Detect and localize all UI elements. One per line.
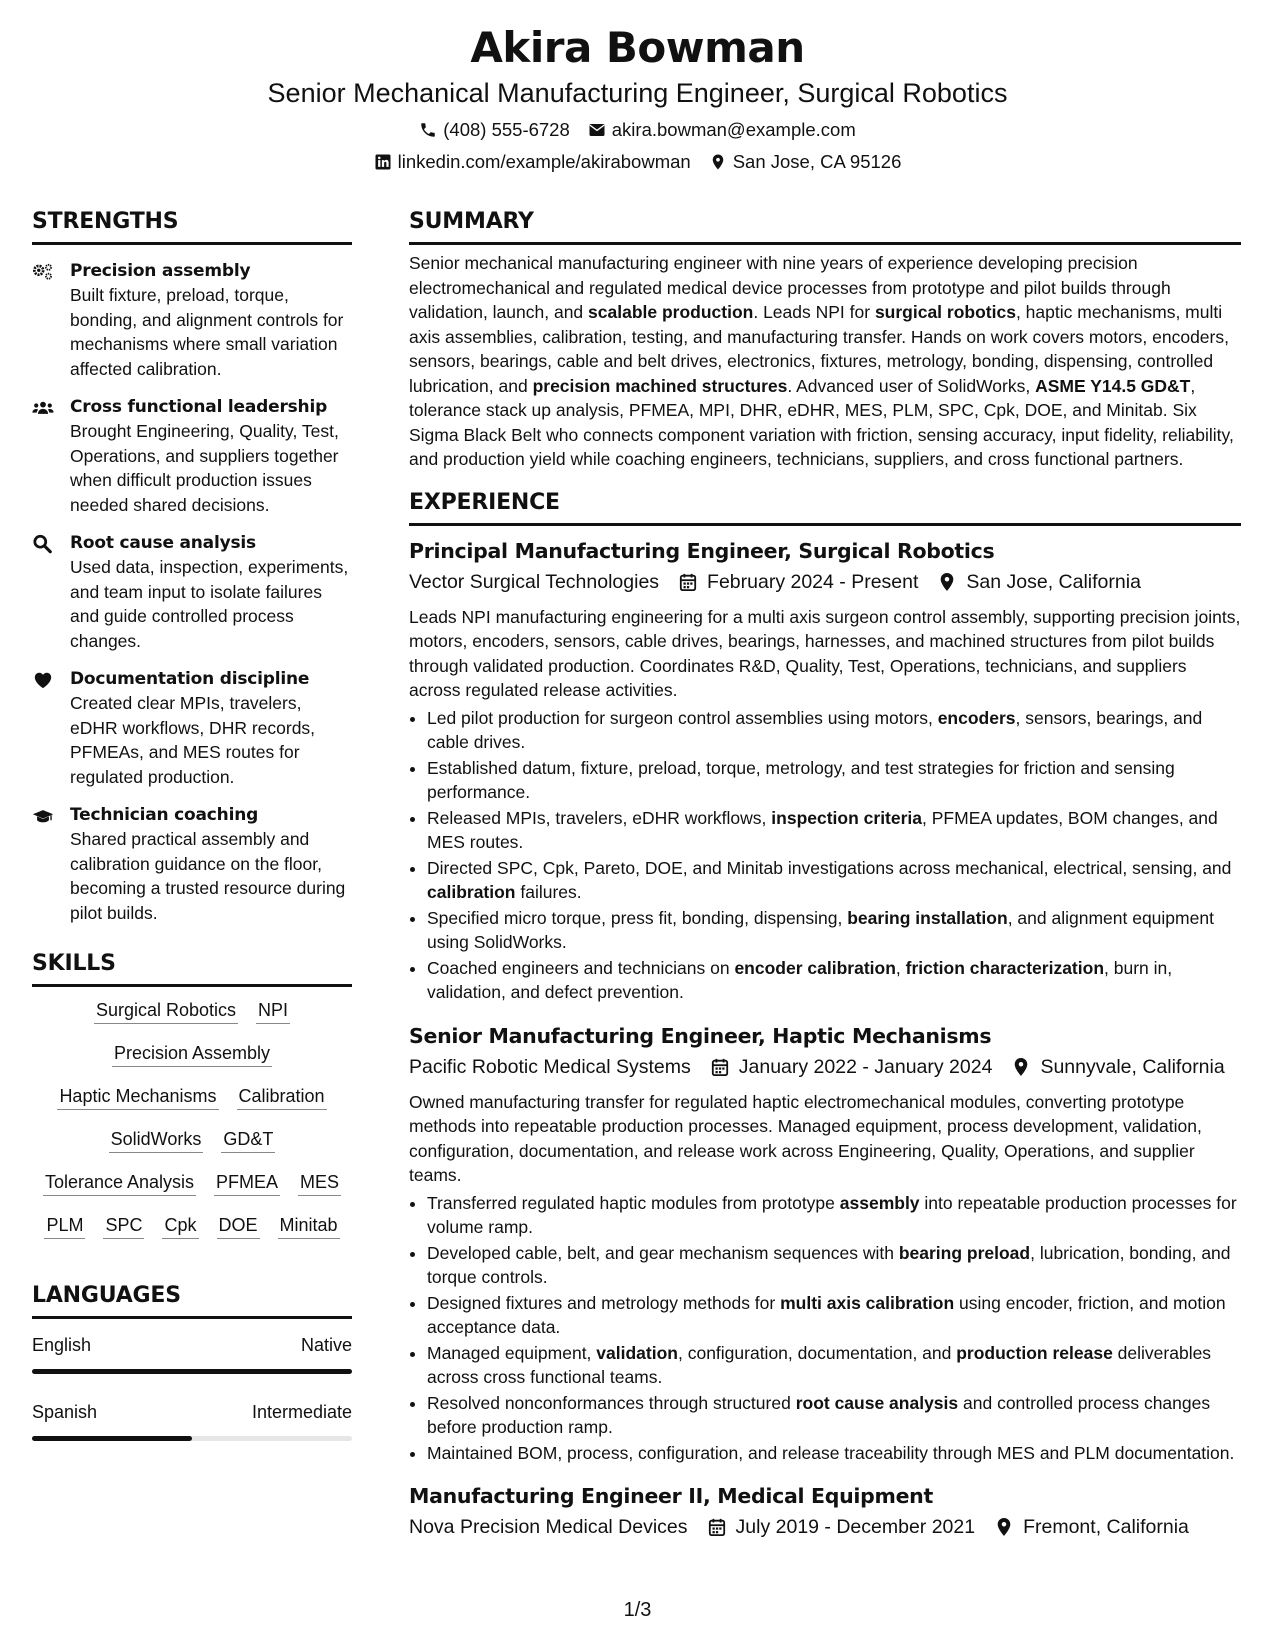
summary-heading: SUMMARY xyxy=(409,205,1241,245)
bullet-item xyxy=(427,1341,1241,1390)
job-meta xyxy=(409,567,1241,597)
job-entry xyxy=(409,1021,1241,1466)
bold-text: encoders xyxy=(937,707,1016,728)
text-run: Developed cable, belt, and gear mechanism sequences with xyxy=(427,1242,899,1263)
text-run: , lubrication, bonding, and torque controls. xyxy=(427,1242,1231,1287)
strength-desc: Brought Engineering, Quality, Test, Operations, and suppliers together when difficult production issues needed shared decisions. xyxy=(70,421,339,515)
right-column xyxy=(409,205,1241,1542)
bullet-item xyxy=(427,1291,1241,1340)
skill-tag: Precision Assembly xyxy=(112,1040,272,1067)
skill-tag: Surgical Robotics xyxy=(94,997,238,1024)
location-contact xyxy=(709,150,902,174)
language-item xyxy=(32,1333,352,1374)
text-run: failures. xyxy=(515,882,582,902)
text-run: , haptic mechanisms, multi axis assemblies, calibration, testing, and manufacturing transfer. Hands on work covers motors, encoders, sensors, bearings, cable and belt drives, electronics, fixtures, metrology, bonding, dispensing, controlled lubrication, and xyxy=(409,302,1229,396)
search-icon xyxy=(32,534,54,554)
linkedin-icon xyxy=(374,153,392,171)
skill-tag: PLM xyxy=(44,1212,85,1239)
language-bar-fill xyxy=(32,1436,192,1441)
bold-text: inspection criteria xyxy=(771,807,923,828)
job-bullets xyxy=(409,706,1241,1005)
language-bar xyxy=(32,1436,352,1441)
bullet-item xyxy=(427,1391,1241,1440)
strength-title: Precision assembly xyxy=(70,261,251,281)
bullet-item xyxy=(427,706,1241,755)
bold-text: validation xyxy=(596,1342,678,1363)
job-dates: July 2019 - December 2021 xyxy=(735,1516,976,1538)
phone-icon xyxy=(419,121,437,139)
strength-item xyxy=(32,803,352,925)
bold-text: production release xyxy=(956,1342,1113,1363)
text-run: , sensors, bearings, and cable drives. xyxy=(427,707,1203,752)
text-run: Managed equipment, xyxy=(427,1342,597,1363)
text-run: and controlled process changes before production ramp. xyxy=(427,1392,1211,1437)
calendar-icon xyxy=(679,572,697,592)
skills-heading: SKILLS xyxy=(32,947,352,987)
text-run: Released MPIs, travelers, eDHR workflows, xyxy=(427,807,772,828)
language-bar xyxy=(32,1369,352,1374)
strength-title: Documentation discipline xyxy=(70,669,310,689)
contact-row-1 xyxy=(0,118,1275,142)
bold-text: bearing preload xyxy=(898,1242,1031,1263)
text-run: , PFMEA updates, BOM changes, and MES routes. xyxy=(427,807,1218,852)
text-run: into repeatable production processes for volume ramp. xyxy=(427,1192,1237,1237)
strength-item xyxy=(32,395,352,517)
job-meta xyxy=(409,1512,1241,1542)
language-bar-fill xyxy=(32,1369,352,1374)
text-run: . Leads NPI for xyxy=(753,302,875,322)
skill-row xyxy=(32,1169,352,1196)
skill-tag: Haptic Mechanisms xyxy=(57,1083,218,1110)
strength-item xyxy=(32,259,352,381)
text-run: Directed SPC, Cpk, Pareto, DOE, and Minitab investigations across mechanical, electrical, sensing, and xyxy=(427,857,1232,878)
skill-tag: Tolerance Analysis xyxy=(43,1169,196,1196)
bullet-item xyxy=(427,906,1241,955)
phone-text: (408) 555-6728 xyxy=(443,119,570,140)
phone-contact[interactable] xyxy=(419,118,570,142)
job-title: Manufacturing Engineer II, Medical Equipment xyxy=(409,1484,933,1508)
bullet-item xyxy=(427,856,1241,905)
skill-tag: Cpk xyxy=(162,1212,198,1239)
text-run: Designed fixtures and metrology methods for xyxy=(427,1292,781,1313)
job-title: Principal Manufacturing Engineer, Surgical Robotics xyxy=(409,538,995,563)
text-run: Maintained BOM, process, configuration, and release traceability through MES and PLM documentation. xyxy=(427,1442,1235,1463)
skill-row xyxy=(32,1212,352,1239)
strength-desc: Shared practical assembly and calibration guidance on the floor, becoming a trusted resource during pilot builds. xyxy=(70,829,346,923)
skill-row xyxy=(32,997,352,1024)
text-run: Resolved nonconformances through structured xyxy=(427,1392,796,1413)
languages-section xyxy=(32,1279,352,1441)
strength-desc: Built fixture, preload, torque, bonding, and alignment controls for mechanisms where small variation affected calibration. xyxy=(70,285,344,379)
page-number: 1/3 xyxy=(623,1599,652,1621)
skill-row xyxy=(32,1040,352,1067)
strength-desc: Used data, inspection, experiments, and team input to isolate failures and guide controlled process changes. xyxy=(70,557,349,651)
text-run: using encoder, friction, and motion acceptance data. xyxy=(427,1292,1226,1337)
bullet-item xyxy=(427,806,1241,855)
text-run: , xyxy=(895,957,906,978)
strength-desc: Created clear MPIs, travelers, eDHR workflows, DHR records, PFMEAs, and MES routes for regulated production. xyxy=(70,693,316,787)
job-company: Nova Precision Medical Devices xyxy=(409,1516,688,1538)
skill-row xyxy=(32,1126,352,1153)
language-name: Spanish xyxy=(32,1402,98,1422)
job-company: Pacific Robotic Medical Systems xyxy=(409,1055,691,1078)
bold-text: assembly xyxy=(839,1192,920,1213)
bold-text: friction characterization xyxy=(905,957,1105,978)
bold-text: precision machined structures xyxy=(532,375,788,396)
calendar-icon xyxy=(708,1517,726,1537)
location-text: San Jose, CA 95126 xyxy=(732,151,902,172)
job-entry xyxy=(409,1481,1241,1542)
bullet-item xyxy=(427,1191,1241,1240)
map-marker-icon xyxy=(709,153,727,171)
language-level: Intermediate xyxy=(251,1402,352,1422)
skill-tag: SolidWorks xyxy=(109,1126,204,1153)
envelope-icon xyxy=(588,121,606,139)
strength-title: Cross functional leadership xyxy=(70,397,328,417)
skill-tag: GD&T xyxy=(221,1126,275,1153)
text-run: Senior mechanical manufacturing engineer with nine years of experience developing precision electromechanical and regulated medical device processes from prototype and pilot builds through validation, launch, and xyxy=(409,253,1171,322)
skill-tag: DOE xyxy=(217,1212,260,1239)
text-run: , tolerance stack up analysis, PFMEA, MPI, DHR, eDHR, MES, PLM, SPC, Cpk, DOE, and Minitab. Six Sigma Black Belt who connects component variation with friction, sensing accuracy, input fidelity, reliability, and production yield while coaching engineers, technicians, suppliers, and cross functional partners. xyxy=(409,375,1234,469)
candidate-name: Akira Bowman xyxy=(470,23,805,72)
contact-row-2 xyxy=(0,150,1275,174)
bullet-item xyxy=(427,956,1241,1005)
text-run: , configuration, documentation, and xyxy=(677,1342,957,1363)
bold-text: surgical robotics xyxy=(874,302,1016,322)
calendar-icon xyxy=(711,1057,729,1077)
bold-text: bearing installation xyxy=(847,907,1008,928)
text-run: Established datum, fixture, preload, torque, metrology, and test strategies for friction and sensing performance. xyxy=(427,757,1175,802)
languages-heading: LANGUAGES xyxy=(32,1279,352,1319)
text-run: Transferred regulated haptic modules from prototype xyxy=(427,1192,840,1213)
strength-title: Root cause analysis xyxy=(70,533,256,553)
language-item xyxy=(32,1400,352,1441)
bold-text: multi axis calibration xyxy=(780,1292,955,1313)
job-meta xyxy=(409,1052,1241,1082)
bullet-item xyxy=(427,1241,1241,1290)
email-contact[interactable] xyxy=(588,118,856,142)
job-description: Leads NPI manufacturing engineering for a multi axis surgeon control assembly, supporting precision joints, motors, encoders, sensors, cable drives, bearings, harnesses, and machined structures from pilot builds through validated production. Coordinates R&D, Quality, Test, Operations, technicians, and suppliers across regulated release activities. xyxy=(409,606,1241,700)
job-entry xyxy=(409,536,1241,1005)
text-run: , and alignment equipment using SolidWorks. xyxy=(427,907,1214,952)
experience-heading: EXPERIENCE xyxy=(409,486,1241,526)
bold-text: scalable production xyxy=(588,302,754,322)
text-run: Coached engineers and technicians on xyxy=(427,957,735,978)
bold-text: calibration xyxy=(427,882,516,902)
strengths-heading: STRENGTHS xyxy=(32,205,352,245)
strength-item xyxy=(32,531,352,653)
language-name: English xyxy=(32,1335,92,1355)
bold-text: encoder calibration xyxy=(734,957,896,978)
text-run: deliverables across cross functional teams. xyxy=(427,1342,1212,1387)
bullet-item xyxy=(427,756,1241,805)
heart-icon xyxy=(32,670,54,690)
left-column xyxy=(32,205,352,1441)
job-dates: January 2022 - January 2024 xyxy=(738,1055,993,1078)
bold-text: ASME Y14.5 GD&T xyxy=(1035,375,1191,396)
job-dates: February 2024 - Present xyxy=(707,570,919,593)
job-bullets xyxy=(409,1191,1241,1466)
graduation-cap-icon xyxy=(32,806,54,826)
bullet-item xyxy=(427,1441,1241,1466)
map-marker-icon xyxy=(1012,1057,1030,1077)
map-marker-icon xyxy=(995,1517,1013,1537)
job-location: Sunnyvale, California xyxy=(1040,1055,1225,1078)
skills-list xyxy=(32,997,352,1239)
experience-section xyxy=(409,486,1241,1543)
text-run: Specified micro torque, press fit, bonding, dispensing, xyxy=(427,907,848,928)
skill-tag: MES xyxy=(298,1169,341,1196)
job-description: Owned manufacturing transfer for regulated haptic electromechanical modules, converting prototype methods into repeatable production processes. Managed equipment, process development, validation, configuration, documentation, and release work across Engineering, Quality, Operations, and supplier teams. xyxy=(409,1091,1202,1185)
bold-text: root cause analysis xyxy=(795,1392,959,1413)
skill-tag: SPC xyxy=(103,1212,144,1239)
job-location: San Jose, California xyxy=(966,570,1141,593)
text-run: , burn in, validation, and defect prevention. xyxy=(427,957,1173,1002)
linkedin-contact[interactable] xyxy=(374,150,691,174)
text-run: . Advanced user of SolidWorks, xyxy=(787,375,1036,396)
strength-title: Technician coaching xyxy=(70,805,259,825)
skill-tag: Calibration xyxy=(237,1083,327,1110)
job-company: Vector Surgical Technologies xyxy=(409,570,660,593)
skill-tag: PFMEA xyxy=(214,1169,280,1196)
skill-tag: Minitab xyxy=(278,1212,340,1239)
users-icon xyxy=(32,398,54,418)
strength-item xyxy=(32,667,352,789)
job-title: Senior Manufacturing Engineer, Haptic Mechanisms xyxy=(409,1023,992,1048)
email-text: akira.bowman@example.com xyxy=(611,119,856,140)
skill-row xyxy=(32,1083,352,1110)
skill-tag: NPI xyxy=(256,997,290,1024)
resume-header xyxy=(0,20,1275,174)
candidate-title: Senior Mechanical Manufacturing Engineer, Surgical Robotics xyxy=(267,78,1008,108)
gears-icon xyxy=(32,262,54,282)
map-marker-icon xyxy=(938,572,956,592)
language-level: Native xyxy=(300,1335,352,1355)
summary-text xyxy=(409,251,1241,472)
text-run: Led pilot production for surgeon control assemblies using motors, xyxy=(427,707,938,728)
job-location: Fremont, California xyxy=(1023,1516,1189,1538)
linkedin-text: linkedin.com/example/akirabowman xyxy=(397,151,691,172)
